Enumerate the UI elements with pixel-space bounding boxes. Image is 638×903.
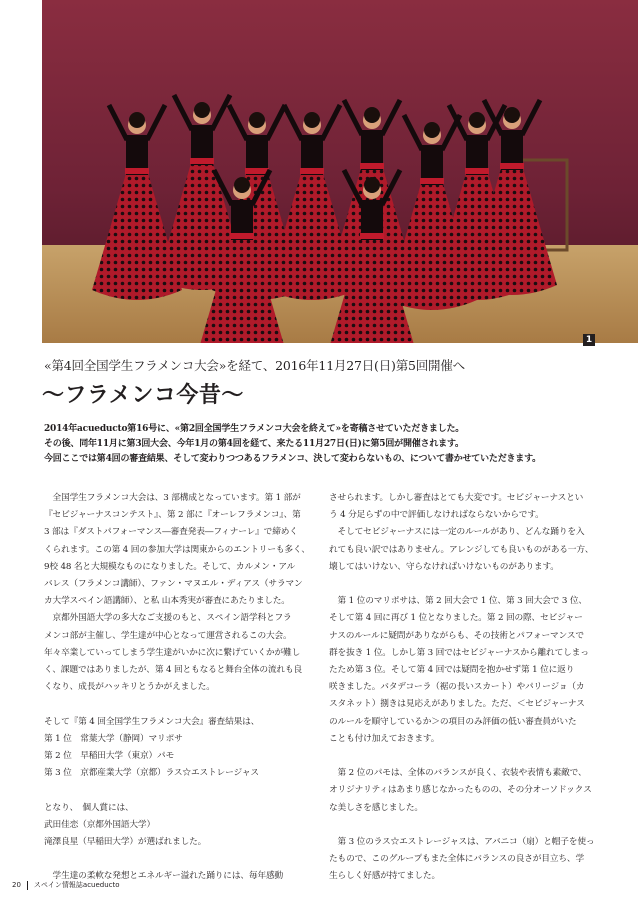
page-number: 20 — [12, 881, 21, 889]
body-line: スタネット）捌きは見応えがありました。ただ、＜セビジャーナス — [329, 699, 585, 710]
article-subtitle: «第4回全国学生フラメンコ大会»を経て、2016年11月27日(日)第5回開催へ — [44, 358, 465, 373]
body-line: 全国学生フラメンコ大会は、3 部構成となっています。第 1 部が — [44, 493, 301, 503]
body-line: 咲きました。バタデコーラ（裾の長いスカート）やパリージョ（カ — [329, 682, 585, 693]
body-line: 第 1 位のマリポサは、第 2 回大会で 1 位、第 3 回大会で 3 位、 — [329, 596, 587, 607]
body-line: れても良い訳ではありません。アレンジしても良いものがある一方、 — [329, 544, 594, 555]
body-line: オリジナリティはあまり感じなかったものの、その分オーソドックス — [329, 785, 592, 796]
body-line: 3 部は『ダストパフォーマンス―審査発表―フィナーレ』で締めく — [44, 527, 298, 538]
body-line: ナスのルールに疑問がありながらも、その技術とパフォーマンスで — [329, 630, 584, 641]
article-title: 〜フラメンコ今昔〜 — [42, 382, 244, 408]
body-line — [329, 748, 594, 765]
body-line: バレス（フラメンコ講師）、ファン・マヌエル・ディアス（サラマン — [44, 579, 303, 590]
body-line: ことも付け加えておきます。 — [329, 733, 440, 744]
intro-line: その後、同年11月に第3回大会、今年1月の第4回を経て、来たる11月27日(日)に第5回が開催されます。 — [44, 439, 464, 449]
body-line: させられます。しかし審査はとても大変です。セビジャーナスとい — [329, 493, 584, 503]
body-line: 第 3 位 京都産業大学（京都）ラス☆エストレージャス — [44, 768, 259, 779]
body-line: 群を抜き 1 位。しかし第 3 回ではセビジャーナスから離れてしまっ — [329, 647, 589, 658]
body-column-right — [329, 490, 594, 886]
body-line: 第 2 位のパモは、全体のバランスが良く、衣装や表情も素敵で、 — [329, 768, 587, 779]
body-line: くられます。この第 4 回の参加大学は関東からのエントリーも多く、 — [44, 544, 310, 555]
body-line: 武田佳恋（京都外国語大学） — [44, 819, 155, 830]
body-line: そして第 4 回に再び 1 位となりました。第 2 回の際、セビジャー — [329, 613, 583, 624]
body-line: となり、 個人賞には、 — [44, 802, 134, 813]
body-line: 学生達の柔軟な発想とエネルギー溢れた踊りには、毎年感動 — [44, 871, 284, 882]
body-line: う 4 分足らずの中で評価しなければならないからです。 — [329, 510, 544, 521]
page-footer — [12, 880, 120, 890]
body-line: のルールを順守しているか＞の項目のみ評価の低い審査員がいた — [329, 716, 577, 727]
body-line: 壊してはいけない、守らなければいけないものがあります。 — [329, 561, 559, 572]
body-line: 第 2 位 早稲田大学（東京）パモ — [44, 751, 175, 762]
body-line: く、課題ではありましたが、第 4 回ともなると舞台全体の流れも良 — [44, 665, 303, 676]
body-line: そしてセビジャーナスには一定のルールがあり、どんな踊りを入 — [329, 527, 585, 538]
body-line: 第 3 位のラス☆エストレージャスは、アバニコ（扇）と帽子を使っ — [329, 837, 595, 848]
article-intro — [44, 422, 604, 467]
body-line: 『セビジャーナスコンテスト』、第 2 部に『オーレフラメンコ』、第 — [44, 510, 301, 521]
publication-name: スペイン情報誌acueducto — [33, 881, 120, 889]
body-line: 生らしく好感が持てました。 — [329, 871, 440, 882]
body-line: カ大学スペイン語講師）、と私 山本秀実が審査にあたりました。 — [44, 596, 290, 607]
body-line — [329, 576, 594, 593]
intro-line: 今回ここでは第4回の審査結果、そして変わりつつあるフラメンコ、決して変わらないもの、について書かせていただきます。 — [44, 454, 541, 464]
body-line: たもので、このグループもまた全体にバランスの良さが目立ち、学 — [329, 854, 584, 865]
body-line: たため第 3 位。そして第 4 回では疑問を抱かせず第 1 位に返り — [329, 665, 575, 676]
body-line: 9校 48 名と大規模なものになりました。そして、カルメン・アル — [44, 561, 296, 572]
body-line: な美しさを感じました。 — [329, 802, 423, 813]
intro-line: 2014年acueducto第16号に、«第2回全国学生フラメンコ大会を終えて»を寄稿させていただきました。 — [44, 424, 465, 434]
body-line — [44, 696, 309, 713]
body-line: そして『第 4 回全国学生フラメンコ大会』審査結果は、 — [44, 716, 260, 727]
body-line: 京都外国語大学の多大なご支援のもと、スペイン語学科とフラ — [44, 613, 292, 624]
body-line — [44, 851, 309, 868]
body-line: 滝澤良星（早稲田大学）が選ばれました。 — [44, 837, 207, 848]
body-line: 年々卒業していってしまう学生達がいかに次に繋げていくかが難し — [44, 647, 301, 658]
body-line — [44, 782, 309, 799]
body-line: 第 1 位 常葉大学（静岡）マリポサ — [44, 733, 183, 744]
body-line: メンコ部が主催し、学生達が中心となって運営されるこの大会。 — [44, 630, 292, 641]
photo-number: 1 — [583, 334, 595, 346]
body-column-left — [44, 490, 309, 886]
footer-divider — [27, 881, 28, 890]
body-line: くなり、成長がハッキリとうかがえました。 — [44, 682, 215, 693]
flamenco-stage-photo — [42, 0, 638, 343]
body-line — [329, 817, 594, 834]
